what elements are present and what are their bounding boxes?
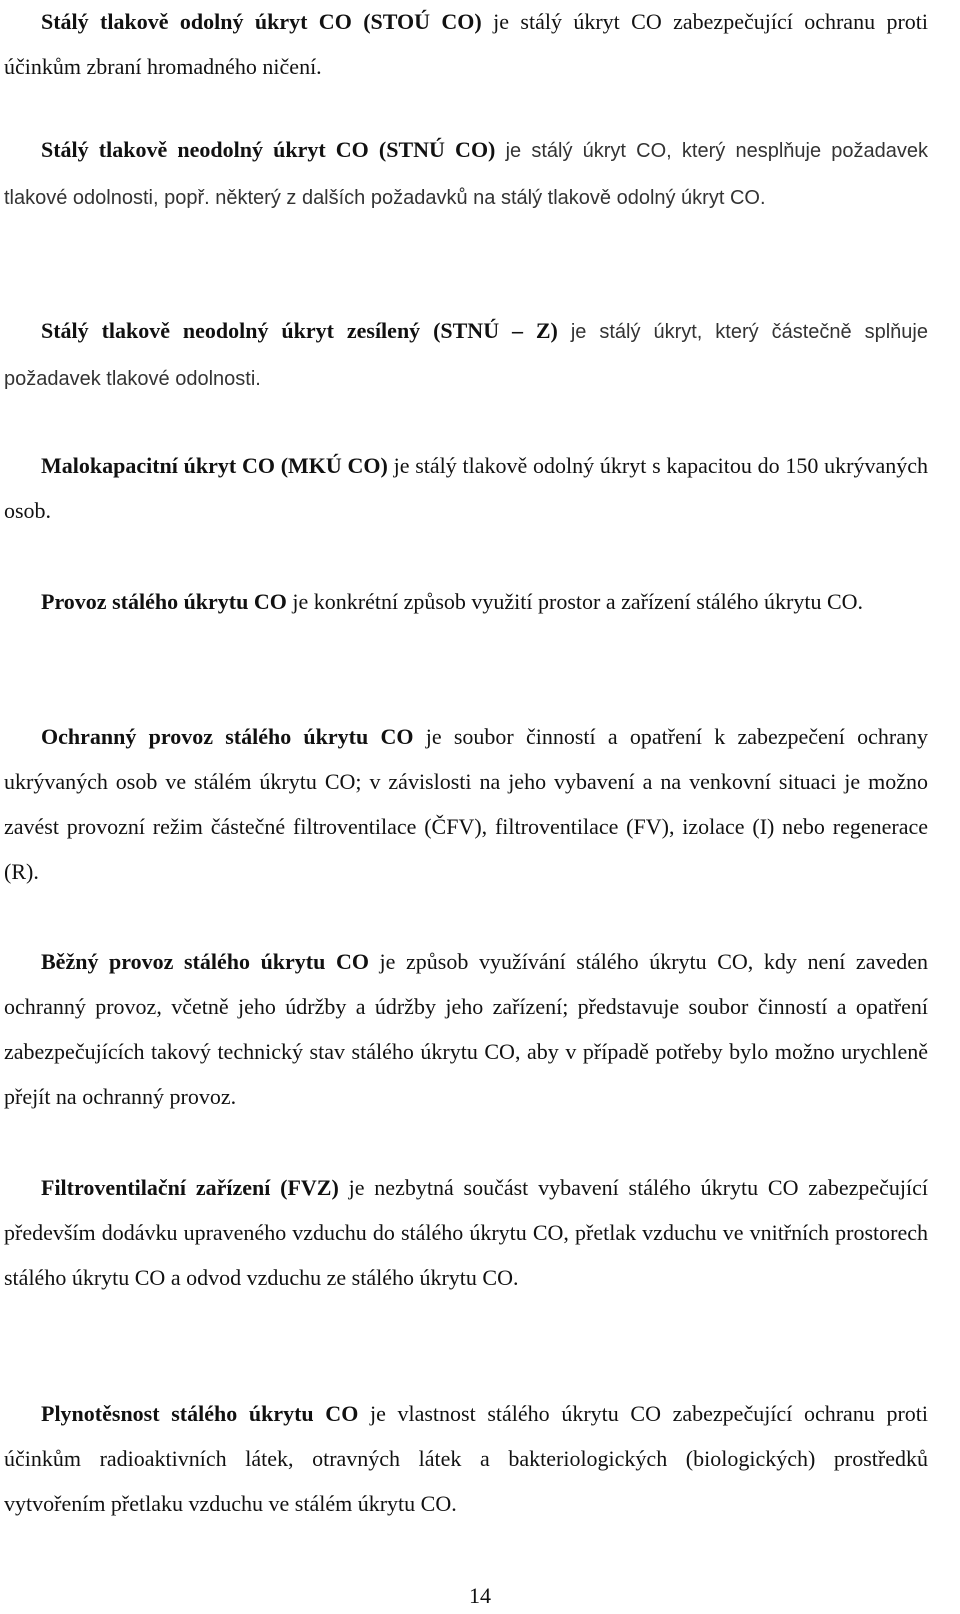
definition-term: Stálý tlakově neodolný úkryt zesílený (STNÚ – Z) <box>41 318 558 343</box>
definition-term: Filtroventilační zařízení (FVZ) <box>41 1175 339 1200</box>
definition-text: je způsob využívání stálého úkrytu CO, kdy není zaveden ochranný provoz, včetně jeho údržby a údržby jeho zařízení; představuje soubor činností a opatření zabezpečujících takový technický stav stálého úkrytu CO, aby v případě potřeby bylo možno urychleně přejít na ochranný provoz. <box>4 949 928 1109</box>
definition-text: je konkrétní způsob využití prostor a zařízení stálého úkrytu CO. <box>286 589 864 614</box>
definition-paragraph <box>4 443 928 533</box>
definition-term: Plynotěsnost stálého úkrytu CO <box>41 1401 359 1426</box>
definition-paragraph <box>4 127 928 221</box>
definition-paragraph <box>4 939 928 1119</box>
definition-text: je stálý úkryt CO, který nesplňuje požadavek tlakové odolnosti, popř. některý z dalších požadavků na stálý tlakově odolný úkryt CO. <box>4 140 929 209</box>
definition-term: Běžný provoz stálého úkrytu CO <box>41 949 369 974</box>
definition-text: je nezbytná součást vybavení stálého úkrytu CO zabezpečující především dodávku upraveného vzduchu do stálého úkrytu CO, přetlak vzduchu ve vnitřních prostorech stálého úkrytu CO a odvod vzduchu ze stálého úkrytu CO. <box>4 1175 928 1290</box>
definition-text: je stálý tlakově odolný úkryt s kapacitou do 150 ukrývaných osob. <box>4 453 928 523</box>
definition-text: je vlastnost stálého úkrytu CO zabezpečující ochranu proti účinkům radioaktivních látek, otravných látek a bakteriologických (biologických) prostředků vytvořením přetlaku vzduchu ve stálém úkrytu CO. <box>4 1401 929 1516</box>
definition-text: je stálý úkryt, který částečně splňuje požadavek tlakové odolnosti. <box>4 321 928 390</box>
definition-term: Stálý tlakově neodolný úkryt CO (STNÚ CO) <box>41 137 496 162</box>
page-number: 14 <box>469 1583 491 1608</box>
definition-paragraph <box>4 1391 928 1526</box>
definition-paragraph <box>4 714 928 894</box>
definition-text: je soubor činností a opatření k zabezpečení ochrany ukrývaných osob ve stálém úkrytu CO; v závislosti na jeho vybavení a na venkovní situaci je možno zavést provozní režim částečné filtroventilace (ČFV), filtroventilace (FV), izolace (I) nebo regenerace (R). <box>4 724 929 884</box>
definition-paragraph <box>4 0 928 89</box>
definition-text: je stálý úkryt CO zabezpečující ochranu proti účinkům zbraní hromadného ničení. <box>4 9 929 79</box>
definition-term: Stálý tlakově odolný úkryt CO (STOÚ CO) <box>41 9 482 34</box>
definition-term: Malokapacitní úkryt CO (MKÚ CO) <box>41 453 388 478</box>
definition-paragraph <box>4 308 928 402</box>
definition-paragraph <box>4 1165 928 1300</box>
definition-term: Provoz stálého úkrytu CO <box>41 589 287 614</box>
definition-paragraph <box>4 579 928 624</box>
definition-term: Ochranný provoz stálého úkrytu CO <box>41 724 414 749</box>
